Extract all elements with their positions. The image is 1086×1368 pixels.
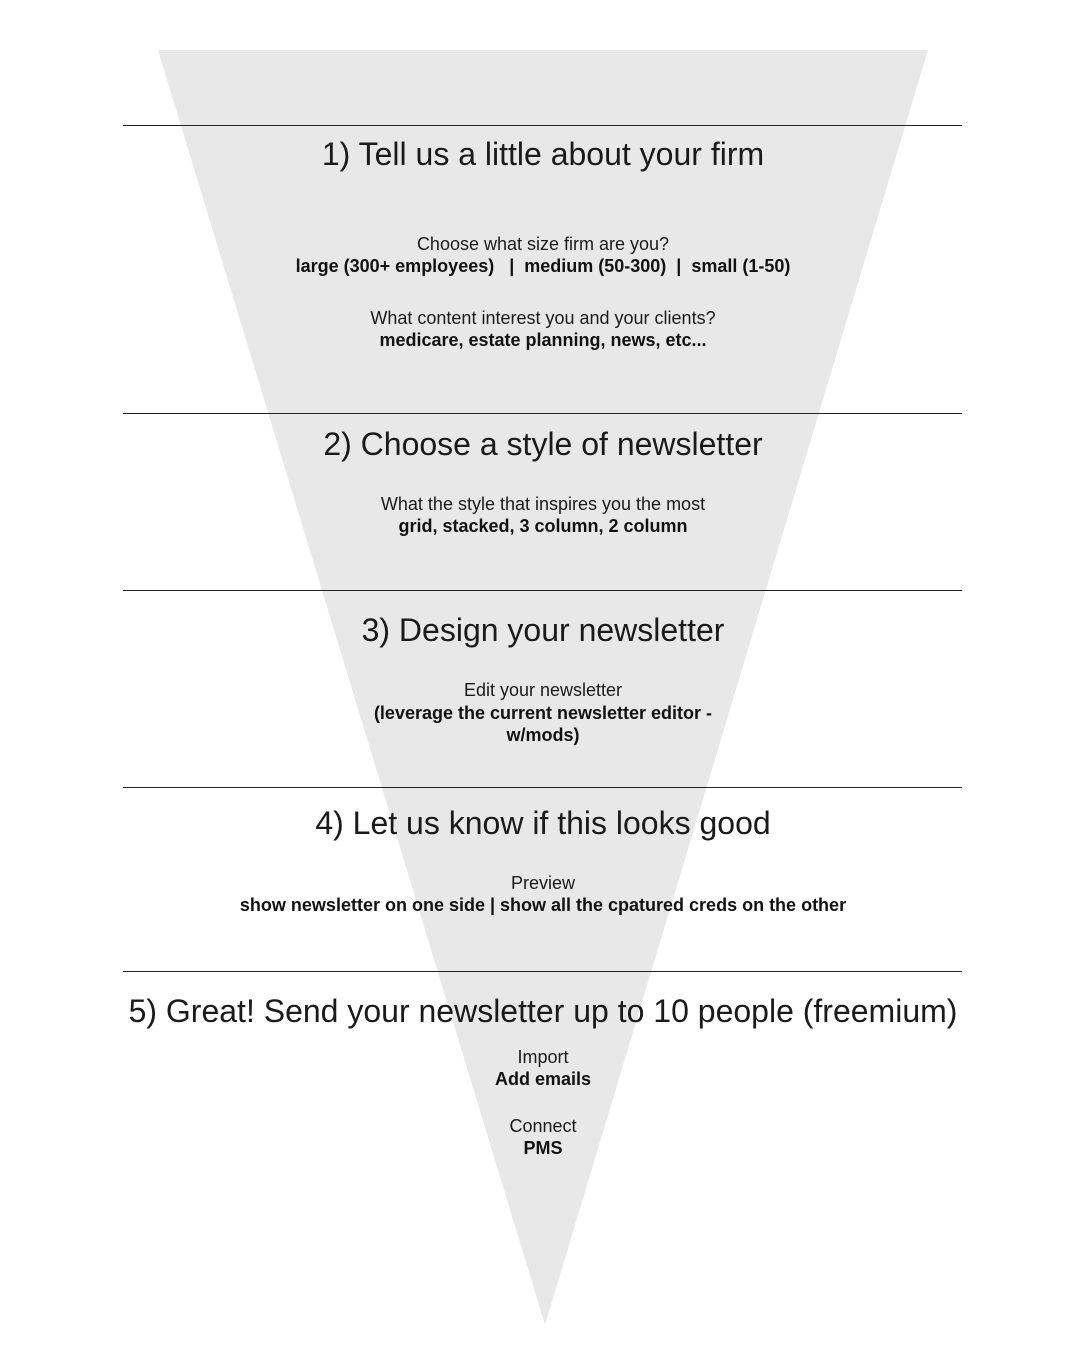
step-2-answer-style: grid, stacked, 3 column, 2 column: [398, 516, 688, 536]
step-5-title: 5) Great! Send your newsletter up to 10 people (freemium): [128, 993, 958, 1029]
divider-line: [123, 590, 962, 591]
step-1-answer-firm-size: large (300+ employees) | medium (50-300) | small (1-50): [295, 256, 791, 276]
step-3-answer-edit: (leverage the current newsletter editor - w/mods): [373, 703, 713, 745]
step-2-title: 2) Choose a style of newsletter: [323, 426, 763, 462]
step-5-answer-connect: PMS: [523, 1138, 563, 1158]
step-5-question-connect: Connect: [509, 1116, 577, 1136]
step-1-question-content-interest: What content interest you and your clients?: [370, 308, 716, 328]
divider-line: [123, 787, 962, 788]
step-3-title: 3) Design your newsletter: [361, 612, 725, 648]
divider-line: [123, 413, 962, 414]
step-4-title: 4) Let us know if this looks good: [315, 805, 771, 841]
step-2-question-style: What the style that inspires you the most: [380, 494, 706, 514]
step-4-answer-preview: show newsletter on one side | show all the cpatured creds on the other: [239, 895, 847, 915]
step-3-question-edit: Edit your newsletter: [463, 680, 623, 700]
divider-line: [123, 971, 962, 972]
step-1-answer-content-interest: medicare, estate planning, news, etc...: [379, 330, 707, 350]
step-1-title: 1) Tell us a little about your firm: [321, 136, 765, 172]
step-1-question-firm-size: Choose what size firm are you?: [416, 234, 670, 254]
step-5-answer-import: Add emails: [494, 1069, 592, 1089]
step-5-question-import: Import: [517, 1047, 569, 1067]
step-4-question-preview: Preview: [510, 873, 576, 893]
divider-line: [123, 125, 962, 126]
